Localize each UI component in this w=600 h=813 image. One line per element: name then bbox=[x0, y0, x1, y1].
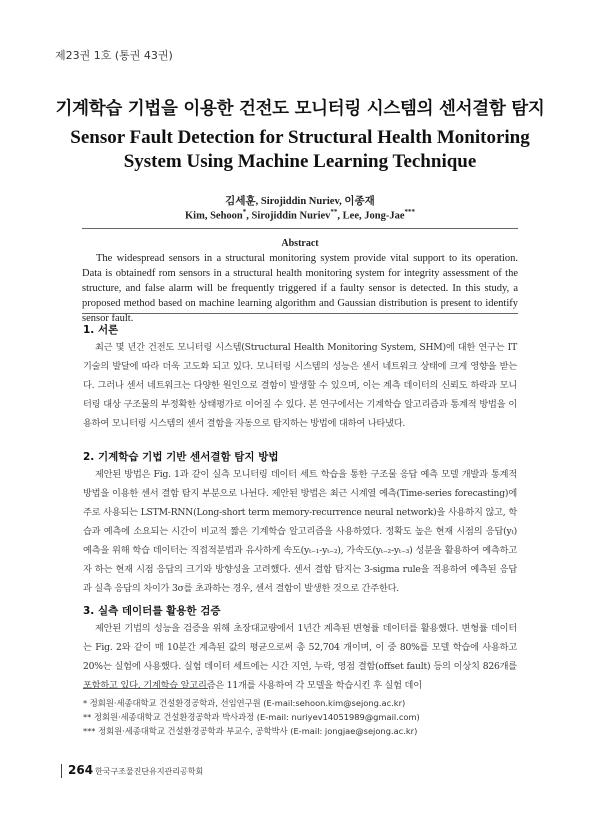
abstract-bottom-rule bbox=[82, 313, 518, 314]
section-2-text: 제안된 방법은 Fig. 1과 같이 실측 모니터링 데이터 세트 학습을 통한 구조물 응답 예측 모델 개발과 통계적 방법을 이용한 센서 결함 탐지 부분으로 나뉜다. 제안된 방법은 최근 시계열 예측(Time-series forecasting)에 주로 사용되는 LSTM-RNN(Long-short term memory-recurrence neural network)을 사용하지 않고, 학습과 예측에 소요되는 시간이 비교적 짧은 기계학습 알고리즘을 사용하였다. 정확도 높은 현재 시점의 응답(yₜ) 예측을 위해 학습 데이터는 직접적분법과 유사하게 속도(yₜ₋₁-yₜ₋₂), 가속도(yₜ₋₂-yₜ₋₃) 성분을 활용하여 예측하고자 하는 현재 시점 응답의 크기와 방향성을 고려했다. 센서 결함 탐지는 3-sigma rule을 적용하여 예측된 응답과 실측 응답의 차이가 3σ를 초과하는 경우, 센서 결함이 발생한 것으로 간주한다. bbox=[83, 469, 517, 594]
section-1-text: 최근 몇 년간 건전도 모니터링 시스템(Structural Health Monitoring System, SHM)에 대한 연구는 IT 기술의 발달에 따라 더욱 고도화 되고 있다. 모니터링 시스템의 성능은 센서 네트워크 상태에 크게 영향을 받는다. 그러나 센서 네트워크는 다양한 원인으로 결함이 발생할 수 있으며, 이는 계측 데이터의 신뢰도 하락과 모니터링 대상 구조물의 부정확한 상태평가로 이어질 수 있다. 본 연구에서는 기계학습 알고리즘과 통계적 방법을 이용하여 모니터링 시스템의 센서 결함을 자동으로 탐지하는 방법에 대하여 나타냈다. bbox=[83, 342, 517, 429]
footnote-1-mark: * bbox=[83, 698, 88, 708]
author-3-mark: *** bbox=[404, 208, 415, 216]
author-2: , Sirojiddin Nuriev bbox=[246, 210, 331, 222]
page-number: 264 bbox=[68, 763, 94, 777]
section-3-heading: 3. 실측 데이터를 활용한 검증 bbox=[83, 605, 221, 617]
title-english: Sensor Fault Detection for Structural Health Monitoring System Using Machine Learning Technique bbox=[70, 127, 530, 172]
author-2-mark: ** bbox=[330, 208, 338, 216]
footnote-1 bbox=[83, 697, 405, 709]
footnote-1-text: 정회원·세종대학교 건설환경공학과, 선임연구원 (E-mail:sehoon.kim@sejong.ac.kr) bbox=[89, 698, 406, 708]
authors-english bbox=[0, 208, 600, 222]
title-korean: 기계학습 기법을 이용한 건전도 모니터링 시스템의 센서결함 탐지 bbox=[55, 99, 545, 119]
footnote-2 bbox=[83, 711, 420, 723]
section-1-heading: 1. 서론 bbox=[83, 324, 119, 336]
issue-header: 제23권 1호 (통권 43권) bbox=[55, 49, 173, 62]
folio-bar bbox=[61, 764, 62, 778]
journal-name: 한국구조물진단유지관리공학회 bbox=[95, 767, 204, 776]
author-3: , Lee, Jong-Jae bbox=[337, 210, 405, 222]
section-2-heading: 2. 기계학습 기법 기반 센서결함 탐지 방법 bbox=[83, 451, 279, 463]
footnote-3-text: 정회원·세종대학교 건설환경공학과 부교수, 공학박사 (E-mail: jongjae@sejong.ac.kr) bbox=[98, 726, 418, 736]
section-3-text: 제안된 기법의 성능을 검증을 위해 초장대교량에서 1년간 계측된 변형률 데이터를 활용했다. 변형률 데이터는 Fig. 2와 같이 매 10분간 계측된 값의 평균으로써 총 52,704 개이며, 이 중 80%를 모델 학습에 사용하고 20%는 실험에 사용했다. 실험 데이터 세트에는 시간 지연, 누락, 영점 결함(offset fault) 등의 이상치 826개를 포함하고 있다. 기계학습 알고리즘은 11개를 사용하여 각 모델을 학습시킨 후 실험 데이 bbox=[83, 623, 517, 691]
abstract-text: The widespread sensors in a structural monitoring system provide vital support to its operation. Data is obtainedf rom sensors in a structural health monitoring system for integrity assessment of the structure, and false alarm will be frequently triggered if a faulty sensor is detected. In this study, a proposed method based on machine learning algorithm and Gaussian distribution is present to identify sensor fault. bbox=[82, 253, 518, 324]
footnote-3-mark: *** bbox=[83, 726, 96, 736]
authors-korean: 김세훈, Sirojiddin Nuriev, 이종재 bbox=[225, 196, 375, 207]
author-1-mark: * bbox=[242, 208, 247, 216]
footnote-2-text: 정회원·세종대학교 건설환경공학과 박사과정 (E-mail: nuriyev14051989@gmail.com) bbox=[93, 712, 420, 722]
abstract-top-rule bbox=[82, 228, 518, 229]
footnote-3 bbox=[83, 725, 417, 737]
footnote-2-mark: ** bbox=[83, 712, 92, 722]
author-1: Kim, Sehoon bbox=[185, 210, 243, 222]
footnote-rule bbox=[83, 688, 208, 689]
abstract-heading: Abstract bbox=[281, 238, 319, 249]
